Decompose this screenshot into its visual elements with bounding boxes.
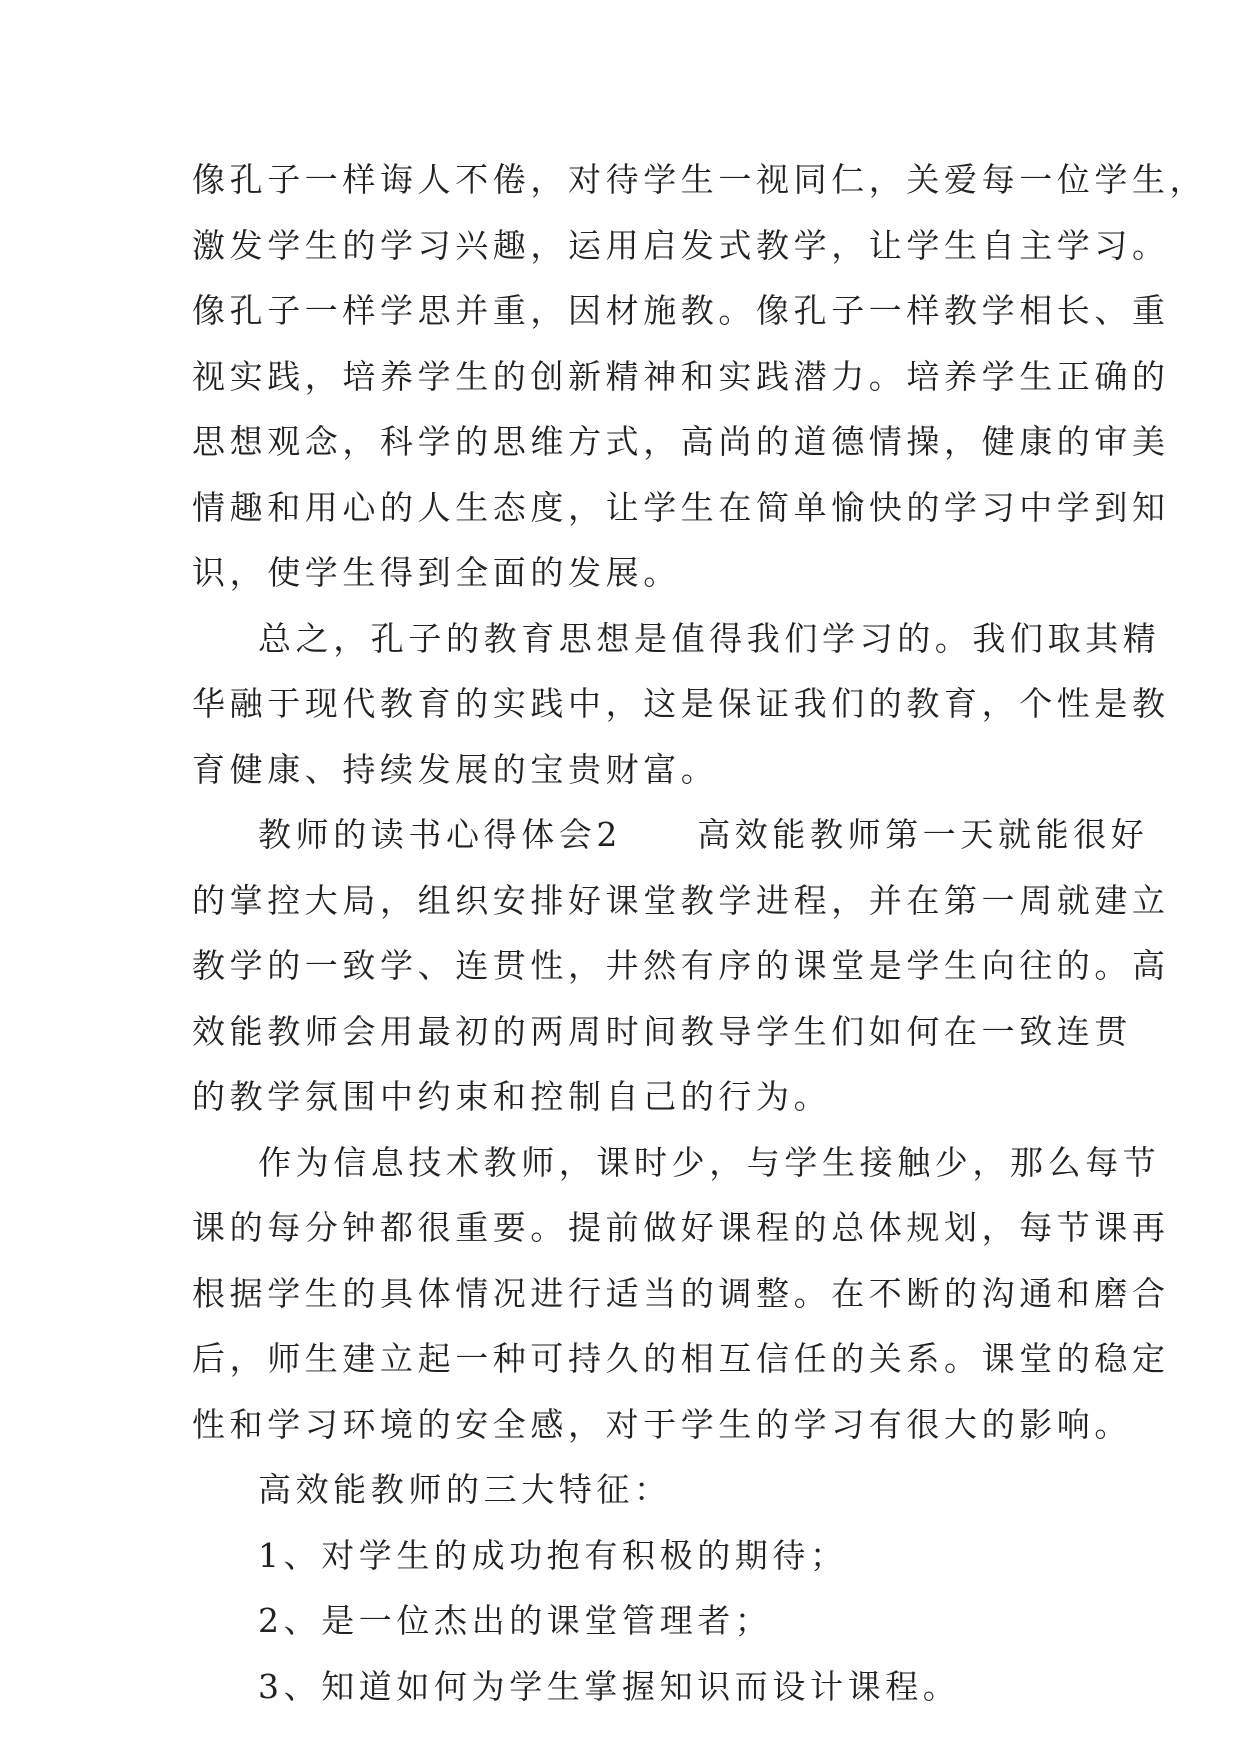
text-line: 教师的读书心得体会2 高效能教师第一天就能很好 — [258, 815, 1149, 854]
text-line: 课的每分钟都很重要。提前做好课程的总体规划，每节课再 — [192, 1208, 1170, 1247]
text-line: 高效能教师的三大特征： — [258, 1470, 672, 1509]
text-line: 后，师生建立起一种可持久的相互信任的关系。课堂的稳定 — [192, 1339, 1170, 1378]
text-line: 的教学氛围中约束和控制自己的行为。 — [192, 1077, 832, 1116]
text-line: 识，使学生得到全面的发展。 — [192, 553, 681, 592]
text-line: 效能教师会用最初的两周时间教导学生们如何在一致连贯 — [192, 1011, 1132, 1051]
text-line: 根据学生的具体情况进行适当的调整。在不断的沟通和磨合 — [192, 1273, 1170, 1313]
text-line: 像孔子一样学思并重，因材施教。像孔子一样教学相长、重 — [192, 291, 1170, 330]
text-line: 总之，孔子的教育思想是值得我们学习的。我们取其精 — [258, 618, 1161, 658]
text-line: 育健康、持续发展的宝贵财富。 — [192, 749, 719, 789]
text-line: 像孔子一样诲人不倦，对待学生一视同仁，关爱每一位学生， — [192, 160, 1208, 199]
text-line: 视实践，培养学生的创新精神和实践潜力。培养学生正确的 — [192, 356, 1170, 396]
text-line: 作为信息技术教师，课时少，与学生接触少，那么每节 — [258, 1142, 1161, 1182]
document-body — [192, 155, 1208, 1727]
text-line: 情趣和用心的人生态度，让学生在简单愉快的学习中学到知 — [192, 487, 1170, 527]
text-line: 激发学生的学习兴趣，运用启发式教学，让学生自主学习。 — [192, 225, 1170, 265]
text-line: 的掌控大局，组织安排好课堂教学进程，并在第一周就建立 — [192, 880, 1170, 920]
text-line: 3、知道如何为学生掌握知识而设计课程。 — [258, 1666, 961, 1706]
text-line: 性和学习环境的安全感，对于学生的学习有很大的影响。 — [192, 1404, 1132, 1444]
text-line: 教学的一致学、连贯性，井然有序的课堂是学生向往的。高 — [192, 946, 1170, 985]
text-line: 2、是一位杰出的课堂管理者； — [258, 1601, 773, 1640]
text-line: 华融于现代教育的实践中，这是保证我们的教育，个性是教 — [192, 684, 1170, 723]
text-line: 思想观念，科学的思维方式，高尚的道德情操，健康的审美 — [192, 422, 1170, 461]
text-line: 1、对学生的成功抱有积极的期待； — [258, 1535, 848, 1575]
